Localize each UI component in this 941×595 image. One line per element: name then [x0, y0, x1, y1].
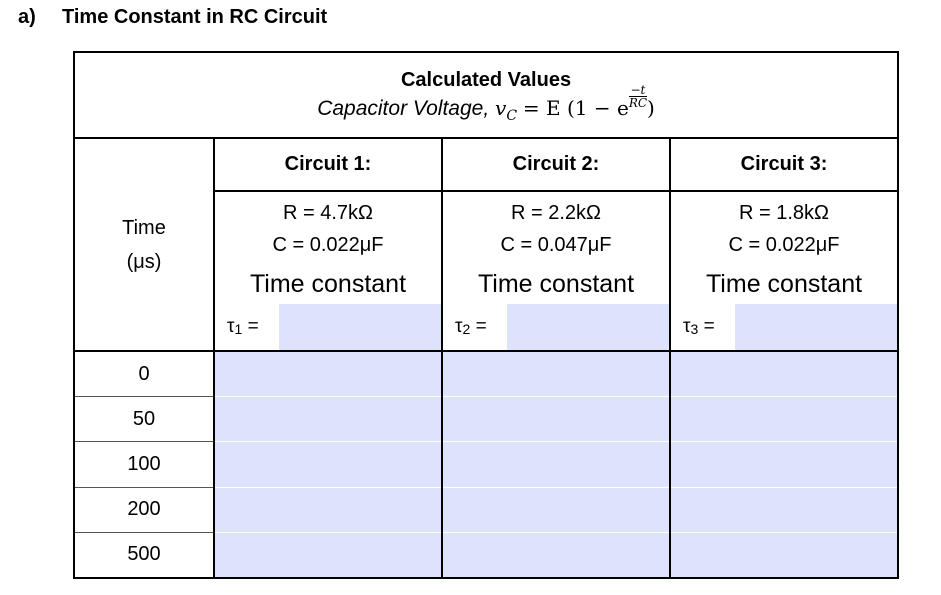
table-row: [74, 487, 898, 532]
circuit-1-time-constant-label: Time constant: [249, 269, 407, 298]
circuit-3-entry[interactable]: [670, 532, 898, 578]
formula-prefix: Capacitor Voltage,: [317, 96, 490, 120]
circuit-1-entry[interactable]: [214, 532, 442, 578]
exponent-denominator: RC: [628, 95, 648, 110]
tau-1-label: $\tau_1$ =: [227, 315, 259, 337]
calculated-values-header: [74, 52, 898, 138]
tau-1-input[interactable]: [279, 304, 441, 350]
circuit-1-header: Circuit 1:: [214, 138, 442, 190]
circuit-2-entry[interactable]: [442, 442, 670, 487]
circuit-2-entry[interactable]: [442, 487, 670, 532]
circuit-3-entry[interactable]: [670, 442, 898, 487]
circuit-1-entry[interactable]: [214, 487, 442, 532]
capacitor-voltage-formula: [75, 82, 897, 124]
circuit-3-capacitance: C = 0.022μF: [728, 233, 840, 256]
formula-body: = E (1 − e: [522, 95, 629, 120]
circuit-2-capacitance: C = 0.047μF: [500, 233, 612, 256]
exponent-numerator: −t: [630, 82, 646, 97]
circuit-1-capacitance: C = 0.022μF: [272, 233, 384, 256]
circuit-1-entry[interactable]: [214, 442, 442, 487]
circuit-3-params: [670, 191, 898, 352]
circuit-3-entry[interactable]: [670, 487, 898, 532]
circuit-1-params: [214, 191, 442, 352]
tau-3-label: $\tau_3$ =: [683, 315, 715, 337]
formula-lhs: $v_C$: [495, 95, 518, 124]
circuit-2-entry[interactable]: [442, 532, 670, 578]
circuit-3-entry[interactable]: [670, 351, 898, 397]
time-value: 50: [74, 397, 214, 442]
table-row: [74, 397, 898, 442]
rc-time-constant-table: [73, 51, 899, 579]
circuit-3-resistance: R = 1.8kΩ: [739, 201, 830, 224]
formula-close: ): [647, 95, 655, 120]
circuit-3-header: Circuit 3:: [670, 138, 898, 190]
tau-2-input[interactable]: [507, 304, 669, 350]
section-title: Time Constant in RC Circuit: [62, 6, 328, 28]
table-title: Calculated Values: [400, 68, 572, 91]
tau-3-input[interactable]: [735, 304, 897, 350]
time-header-unit: (μs): [126, 250, 162, 273]
section-heading: [18, 6, 327, 29]
time-value: 0: [74, 351, 214, 397]
time-header-label: Time: [122, 216, 166, 239]
circuit-2-resistance: R = 2.2kΩ: [511, 201, 601, 224]
circuit-2-entry[interactable]: [442, 397, 670, 442]
circuit-2-header: Circuit 2:: [442, 138, 670, 190]
circuit-2-entry[interactable]: [442, 351, 670, 397]
circuit-2-time-constant-label: Time constant: [477, 269, 635, 298]
time-value: 200: [74, 487, 214, 532]
circuit-3-entry[interactable]: [670, 397, 898, 442]
formula-exponent: [629, 84, 647, 109]
circuit-2-params: [442, 191, 670, 352]
tau-2-label: $\tau_2$ =: [455, 315, 487, 337]
circuit-1-resistance: R = 4.7kΩ: [283, 201, 373, 224]
table-row: [74, 351, 898, 397]
circuit-1-entry[interactable]: [214, 397, 442, 442]
table-row: [74, 532, 898, 578]
table-row: [74, 442, 898, 487]
section-label: a): [18, 6, 36, 28]
circuit-3-time-constant-label: Time constant: [705, 269, 863, 298]
time-value: 500: [74, 532, 214, 578]
time-column-header: [74, 138, 214, 351]
time-value: 100: [74, 442, 214, 487]
circuit-1-entry[interactable]: [214, 351, 442, 397]
